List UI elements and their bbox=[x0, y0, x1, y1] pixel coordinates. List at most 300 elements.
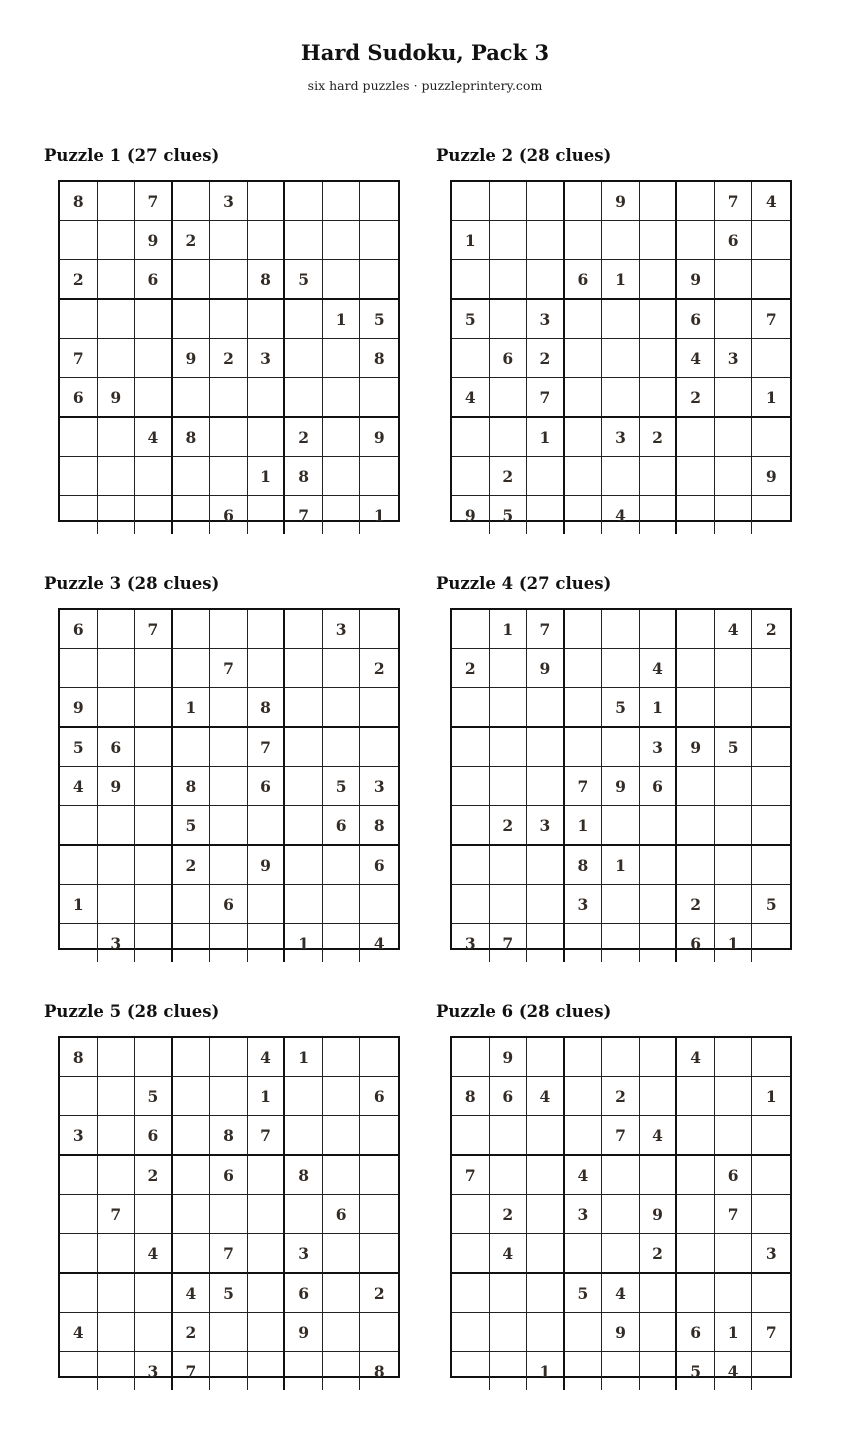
sudoku-cell bbox=[248, 1274, 286, 1313]
sudoku-cell: 5 bbox=[285, 260, 323, 300]
sudoku-cell: 7 bbox=[715, 182, 753, 221]
sudoku-cell: 8 bbox=[452, 1077, 490, 1116]
sudoku-cell bbox=[323, 846, 361, 885]
sudoku-cell bbox=[490, 728, 528, 767]
sudoku-grid bbox=[450, 1036, 792, 1381]
page-title: Hard Sudoku, Pack 3 bbox=[300, 40, 550, 65]
sudoku-cell bbox=[527, 1313, 565, 1352]
sudoku-cell bbox=[285, 339, 323, 378]
sudoku-cell bbox=[173, 610, 211, 649]
sudoku-cell bbox=[752, 1116, 790, 1156]
sudoku-cell bbox=[98, 182, 136, 221]
sudoku-cell: 7 bbox=[135, 610, 173, 649]
sudoku-cell: 9 bbox=[60, 688, 98, 728]
sudoku-cell: 1 bbox=[373, 506, 385, 525]
sudoku-cell bbox=[135, 806, 173, 846]
sudoku-grid bbox=[450, 608, 792, 953]
sudoku-cell bbox=[60, 457, 98, 496]
sudoku-cell bbox=[452, 1116, 490, 1156]
puzzle-title: Puzzle 2 (28 clues) bbox=[436, 146, 612, 165]
sudoku-cell bbox=[210, 260, 248, 300]
sudoku-cell bbox=[173, 457, 211, 496]
sudoku-cell: 7 bbox=[98, 1195, 136, 1234]
sudoku-cell: 6 bbox=[490, 1077, 528, 1116]
sudoku-cell bbox=[640, 1156, 678, 1195]
sudoku-cell bbox=[640, 496, 678, 534]
sudoku-cell bbox=[565, 418, 603, 457]
sudoku-cell bbox=[677, 1077, 715, 1116]
sudoku-cell: 5 bbox=[715, 728, 753, 767]
sudoku-cell bbox=[640, 1077, 678, 1116]
sudoku-cell bbox=[173, 1156, 211, 1195]
sudoku-cell: 9 bbox=[173, 339, 211, 378]
sudoku-cell: 5 bbox=[452, 300, 490, 339]
sudoku-cell bbox=[752, 1195, 790, 1234]
sudoku-cell: 3 bbox=[60, 1116, 98, 1156]
sudoku-cell: 2 bbox=[452, 649, 490, 688]
sudoku-cell: 2 bbox=[490, 1195, 528, 1234]
sudoku-cell bbox=[565, 1313, 603, 1352]
sudoku-cell bbox=[677, 1234, 715, 1274]
sudoku-cell bbox=[452, 1038, 490, 1077]
sudoku-cell bbox=[452, 610, 490, 649]
sudoku-cell bbox=[248, 1234, 286, 1274]
sudoku-cell bbox=[602, 806, 640, 846]
sudoku-cell: 4 bbox=[373, 934, 385, 953]
sudoku-cell bbox=[677, 457, 715, 496]
sudoku-cell: 5 bbox=[210, 1274, 248, 1313]
sudoku-cell bbox=[210, 1038, 248, 1077]
sudoku-cell bbox=[640, 300, 678, 339]
sudoku-cell bbox=[285, 846, 323, 885]
sudoku-cell bbox=[210, 418, 248, 457]
sudoku-cell bbox=[677, 1274, 715, 1313]
sudoku-cell: 9 bbox=[602, 182, 640, 221]
sudoku-cell bbox=[360, 182, 398, 221]
sudoku-cell: 8 bbox=[373, 1362, 385, 1381]
sudoku-cell: 2 bbox=[640, 1234, 678, 1274]
sudoku-cell bbox=[715, 649, 753, 688]
sudoku-cell bbox=[60, 221, 98, 260]
sudoku-cell bbox=[452, 846, 490, 885]
sudoku-cell bbox=[640, 221, 678, 260]
sudoku-cell bbox=[752, 221, 790, 260]
sudoku-cell: 6 bbox=[677, 1313, 715, 1352]
sudoku-cell: 9 bbox=[360, 418, 398, 457]
sudoku-cell bbox=[752, 260, 790, 300]
sudoku-cell bbox=[210, 846, 248, 885]
sudoku-cell bbox=[490, 1116, 528, 1156]
sudoku-cell bbox=[323, 1352, 361, 1390]
sudoku-cell bbox=[527, 1116, 565, 1156]
sudoku-cell bbox=[210, 1313, 248, 1352]
sudoku-cell bbox=[360, 1156, 398, 1195]
sudoku-cell bbox=[640, 182, 678, 221]
sudoku-cell bbox=[60, 300, 98, 339]
puzzle-6 bbox=[436, 1001, 796, 1381]
sudoku-cell bbox=[98, 339, 136, 378]
sudoku-cell: 2 bbox=[173, 221, 211, 260]
sudoku-cell bbox=[210, 767, 248, 806]
sudoku-cell bbox=[527, 1038, 565, 1077]
sudoku-cell: 3 bbox=[565, 1195, 603, 1234]
sudoku-cell: 8 bbox=[60, 1038, 98, 1077]
sudoku-cell bbox=[640, 924, 678, 962]
sudoku-cell bbox=[173, 1116, 211, 1156]
sudoku-cell bbox=[135, 1038, 173, 1077]
sudoku-cell: 2 bbox=[527, 339, 565, 378]
sudoku-cell bbox=[602, 610, 640, 649]
sudoku-cell bbox=[210, 1352, 248, 1390]
sudoku-cell bbox=[490, 1313, 528, 1352]
sudoku-cell bbox=[285, 806, 323, 846]
sudoku-cell: 1 bbox=[60, 885, 98, 924]
sudoku-cell bbox=[640, 378, 678, 418]
sudoku-cell bbox=[173, 1195, 211, 1234]
sudoku-cell bbox=[60, 649, 98, 688]
puzzle-title: Puzzle 3 (28 clues) bbox=[44, 574, 220, 593]
sudoku-cell bbox=[565, 378, 603, 418]
sudoku-cell bbox=[323, 1313, 361, 1352]
sudoku-cell: 4 bbox=[248, 1038, 286, 1077]
sudoku-cell bbox=[715, 418, 753, 457]
sudoku-cell: 6 bbox=[715, 221, 753, 260]
sudoku-cell bbox=[60, 806, 98, 846]
sudoku-cell: 4 bbox=[527, 1077, 565, 1116]
sudoku-cell: 1 bbox=[715, 924, 753, 962]
sudoku-cell bbox=[135, 339, 173, 378]
sudoku-cell: 7 bbox=[752, 1313, 790, 1352]
sudoku-cell: 2 bbox=[135, 1156, 173, 1195]
sudoku-cell bbox=[98, 300, 136, 339]
sudoku-cell: 2 bbox=[210, 339, 248, 378]
sudoku-cell bbox=[98, 610, 136, 649]
sudoku-cell bbox=[323, 418, 361, 457]
sudoku-cell: 1 bbox=[323, 300, 361, 339]
sudoku-cell bbox=[565, 728, 603, 767]
sudoku-cell: 3 bbox=[285, 1234, 323, 1274]
sudoku-cell: 6 bbox=[490, 339, 528, 378]
sudoku-cell: 3 bbox=[565, 885, 603, 924]
sudoku-cell bbox=[527, 1274, 565, 1313]
sudoku-cell bbox=[602, 1234, 640, 1274]
sudoku-cell bbox=[640, 260, 678, 300]
sudoku-cell bbox=[173, 378, 211, 418]
sudoku-cell: 2 bbox=[173, 846, 211, 885]
sudoku-cell bbox=[360, 1313, 398, 1352]
puzzle-5 bbox=[44, 1001, 404, 1381]
sudoku-cell bbox=[210, 221, 248, 260]
sudoku-cell bbox=[677, 846, 715, 885]
sudoku-cell bbox=[210, 378, 248, 418]
sudoku-cell bbox=[527, 924, 565, 962]
sudoku-cell bbox=[565, 1077, 603, 1116]
sudoku-cell bbox=[490, 846, 528, 885]
sudoku-cell: 1 bbox=[752, 1077, 790, 1116]
sudoku-cell: 3 bbox=[527, 806, 565, 846]
sudoku-cell bbox=[210, 688, 248, 728]
sudoku-cell bbox=[135, 300, 173, 339]
sudoku-cell bbox=[98, 260, 136, 300]
page-subtitle: six hard puzzles · puzzleprintery.com bbox=[307, 78, 543, 93]
sudoku-cell: 3 bbox=[640, 728, 678, 767]
sudoku-cell: 8 bbox=[248, 260, 286, 300]
sudoku-cell bbox=[715, 806, 753, 846]
sudoku-cell bbox=[360, 688, 398, 728]
sudoku-cell bbox=[248, 221, 286, 260]
sudoku-cell bbox=[323, 649, 361, 688]
sudoku-cell bbox=[285, 378, 323, 418]
sudoku-cell bbox=[490, 1274, 528, 1313]
sudoku-cell bbox=[715, 1077, 753, 1116]
sudoku-cell bbox=[565, 221, 603, 260]
sudoku-cell bbox=[565, 339, 603, 378]
sudoku-cell bbox=[360, 885, 398, 924]
sudoku-cell bbox=[173, 1038, 211, 1077]
sudoku-cell bbox=[360, 260, 398, 300]
sudoku-cell: 2 bbox=[677, 378, 715, 418]
sudoku-cell bbox=[248, 496, 286, 534]
sudoku-cell bbox=[285, 182, 323, 221]
sudoku-cell: 3 bbox=[210, 182, 248, 221]
sudoku-grid bbox=[58, 1036, 400, 1381]
sudoku-cell bbox=[527, 1234, 565, 1274]
sudoku-cell bbox=[602, 1195, 640, 1234]
sudoku-cell: 9 bbox=[602, 1313, 640, 1352]
sudoku-cell: 9 bbox=[490, 1038, 528, 1077]
sudoku-cell bbox=[602, 378, 640, 418]
sudoku-cell bbox=[360, 1195, 398, 1234]
puzzle-title: Puzzle 5 (28 clues) bbox=[44, 1002, 220, 1021]
sudoku-cell bbox=[210, 924, 248, 962]
sudoku-cell bbox=[135, 1274, 173, 1313]
sudoku-cell bbox=[60, 1195, 98, 1234]
sudoku-cell: 5 bbox=[752, 885, 790, 924]
sudoku-cell bbox=[565, 610, 603, 649]
sudoku-cell bbox=[527, 846, 565, 885]
sudoku-cell: 5 bbox=[360, 300, 398, 339]
sudoku-cell: 4 bbox=[640, 1116, 678, 1156]
sudoku-cell bbox=[602, 885, 640, 924]
sudoku-cell: 1 bbox=[173, 688, 211, 728]
sudoku-cell: 8 bbox=[360, 806, 398, 846]
sudoku-cell: 1 bbox=[285, 1038, 323, 1077]
sudoku-cell: 1 bbox=[527, 1352, 565, 1390]
sudoku-cell bbox=[752, 1156, 790, 1195]
sudoku-cell bbox=[173, 1234, 211, 1274]
sudoku-cell: 6 bbox=[210, 885, 248, 924]
sudoku-cell bbox=[452, 728, 490, 767]
sudoku-cell bbox=[323, 221, 361, 260]
sudoku-cell: 1 bbox=[285, 924, 323, 962]
sudoku-cell bbox=[60, 1352, 98, 1390]
sudoku-cell: 2 bbox=[360, 649, 398, 688]
sudoku-cell: 9 bbox=[98, 767, 136, 806]
sudoku-cell bbox=[323, 885, 361, 924]
sudoku-cell bbox=[640, 806, 678, 846]
sudoku-cell bbox=[135, 1195, 173, 1234]
sudoku-cell: 3 bbox=[602, 418, 640, 457]
sudoku-cell bbox=[527, 1156, 565, 1195]
sudoku-cell bbox=[210, 300, 248, 339]
sudoku-cell bbox=[565, 496, 603, 534]
sudoku-cell bbox=[527, 1195, 565, 1234]
sudoku-cell bbox=[248, 1313, 286, 1352]
sudoku-cell bbox=[173, 496, 211, 534]
sudoku-cell bbox=[248, 610, 286, 649]
sudoku-cell bbox=[527, 688, 565, 728]
sudoku-cell: 8 bbox=[210, 1116, 248, 1156]
sudoku-cell bbox=[527, 221, 565, 260]
sudoku-cell: 1 bbox=[752, 378, 790, 418]
sudoku-cell bbox=[490, 1352, 528, 1390]
sudoku-cell bbox=[565, 688, 603, 728]
sudoku-cell bbox=[640, 1352, 678, 1390]
sudoku-cell bbox=[715, 688, 753, 728]
sudoku-cell bbox=[360, 1038, 398, 1077]
sudoku-cell bbox=[135, 1313, 173, 1352]
sudoku-cell bbox=[60, 418, 98, 457]
sudoku-cell bbox=[248, 885, 286, 924]
sudoku-cell bbox=[210, 1077, 248, 1116]
sudoku-cell: 5 bbox=[173, 806, 211, 846]
sudoku-cell: 2 bbox=[677, 885, 715, 924]
sudoku-cell bbox=[752, 688, 790, 728]
sudoku-cell: 5 bbox=[602, 688, 640, 728]
sudoku-cell bbox=[135, 885, 173, 924]
sudoku-cell bbox=[285, 885, 323, 924]
sudoku-cell: 6 bbox=[60, 378, 98, 418]
sudoku-cell bbox=[173, 649, 211, 688]
sudoku-cell bbox=[98, 846, 136, 885]
sudoku-cell bbox=[677, 1195, 715, 1234]
sudoku-cell bbox=[135, 846, 173, 885]
sudoku-cell: 4 bbox=[135, 418, 173, 457]
sudoku-cell bbox=[490, 300, 528, 339]
sudoku-cell bbox=[98, 688, 136, 728]
sudoku-cell bbox=[60, 1274, 98, 1313]
sudoku-cell: 7 bbox=[248, 728, 286, 767]
sudoku-cell bbox=[565, 300, 603, 339]
sudoku-cell bbox=[715, 378, 753, 418]
sudoku-cell bbox=[715, 260, 753, 300]
sudoku-cell: 4 bbox=[715, 610, 753, 649]
sudoku-cell bbox=[490, 378, 528, 418]
sudoku-cell bbox=[98, 418, 136, 457]
sudoku-cell bbox=[640, 885, 678, 924]
sudoku-cell bbox=[640, 339, 678, 378]
sudoku-cell: 5 bbox=[135, 1077, 173, 1116]
sudoku-cell bbox=[565, 457, 603, 496]
sudoku-cell: 2 bbox=[490, 457, 528, 496]
sudoku-cell bbox=[602, 1352, 640, 1390]
sudoku-cell: 1 bbox=[602, 260, 640, 300]
sudoku-cell bbox=[602, 649, 640, 688]
sudoku-cell bbox=[248, 806, 286, 846]
sudoku-cell bbox=[135, 649, 173, 688]
sudoku-cell bbox=[490, 649, 528, 688]
sudoku-cell: 8 bbox=[360, 339, 398, 378]
sudoku-cell bbox=[98, 885, 136, 924]
sudoku-cell bbox=[173, 300, 211, 339]
sudoku-cell bbox=[527, 182, 565, 221]
sudoku-cell bbox=[323, 1234, 361, 1274]
sudoku-cell bbox=[452, 1195, 490, 1234]
sudoku-cell bbox=[452, 1313, 490, 1352]
sudoku-cell bbox=[285, 1195, 323, 1234]
sudoku-cell: 4 bbox=[602, 1274, 640, 1313]
sudoku-cell: 6 bbox=[135, 260, 173, 300]
sudoku-cell: 6 bbox=[285, 1274, 323, 1313]
sudoku-cell: 4 bbox=[715, 1352, 753, 1390]
sudoku-cell: 6 bbox=[248, 767, 286, 806]
sudoku-cell bbox=[360, 221, 398, 260]
sudoku-cell: 2 bbox=[640, 418, 678, 457]
sudoku-cell bbox=[98, 1234, 136, 1274]
sudoku-cell bbox=[752, 846, 790, 885]
sudoku-cell bbox=[173, 924, 211, 962]
sudoku-cell bbox=[752, 728, 790, 767]
sudoku-cell bbox=[640, 846, 678, 885]
sudoku-cell bbox=[565, 924, 603, 962]
sudoku-cell bbox=[285, 1352, 323, 1390]
sudoku-cell bbox=[360, 1234, 398, 1274]
sudoku-cell bbox=[285, 610, 323, 649]
sudoku-cell bbox=[490, 182, 528, 221]
sudoku-cell: 1 bbox=[527, 418, 565, 457]
sudoku-cell: 9 bbox=[677, 728, 715, 767]
sudoku-cell: 7 bbox=[452, 1156, 490, 1195]
sudoku-cell: 4 bbox=[677, 339, 715, 378]
sudoku-cell bbox=[60, 924, 98, 962]
sudoku-cell bbox=[98, 221, 136, 260]
sudoku-cell: 3 bbox=[98, 924, 136, 962]
sudoku-cell bbox=[452, 182, 490, 221]
sudoku-cell bbox=[640, 1274, 678, 1313]
sudoku-cell bbox=[677, 182, 715, 221]
sudoku-cell: 3 bbox=[715, 339, 753, 378]
sudoku-cell: 6 bbox=[677, 300, 715, 339]
sudoku-cell: 7 bbox=[527, 378, 565, 418]
sudoku-cell bbox=[715, 457, 753, 496]
sudoku-cell: 1 bbox=[248, 1077, 286, 1116]
sudoku-cell bbox=[248, 1195, 286, 1234]
sudoku-cell bbox=[565, 649, 603, 688]
sudoku-cell bbox=[98, 1352, 136, 1390]
sudoku-cell bbox=[677, 610, 715, 649]
sudoku-cell bbox=[98, 1116, 136, 1156]
sudoku-cell bbox=[323, 1156, 361, 1195]
sudoku-cell bbox=[248, 300, 286, 339]
sudoku-cell bbox=[715, 846, 753, 885]
sudoku-cell bbox=[565, 1038, 603, 1077]
sudoku-cell: 2 bbox=[602, 1077, 640, 1116]
sudoku-cell: 6 bbox=[98, 728, 136, 767]
sudoku-cell bbox=[452, 885, 490, 924]
sudoku-cell: 9 bbox=[602, 767, 640, 806]
sudoku-cell: 3 bbox=[527, 300, 565, 339]
sudoku-cell: 1 bbox=[490, 610, 528, 649]
sudoku-cell: 5 bbox=[323, 767, 361, 806]
sudoku-cell bbox=[210, 1195, 248, 1234]
sudoku-cell bbox=[248, 924, 286, 962]
sudoku-cell bbox=[285, 688, 323, 728]
sudoku-cell: 4 bbox=[490, 1234, 528, 1274]
sudoku-cell: 2 bbox=[60, 260, 98, 300]
sudoku-cell: 9 bbox=[98, 378, 136, 418]
puzzle-3 bbox=[44, 573, 404, 953]
sudoku-cell bbox=[323, 1077, 361, 1116]
